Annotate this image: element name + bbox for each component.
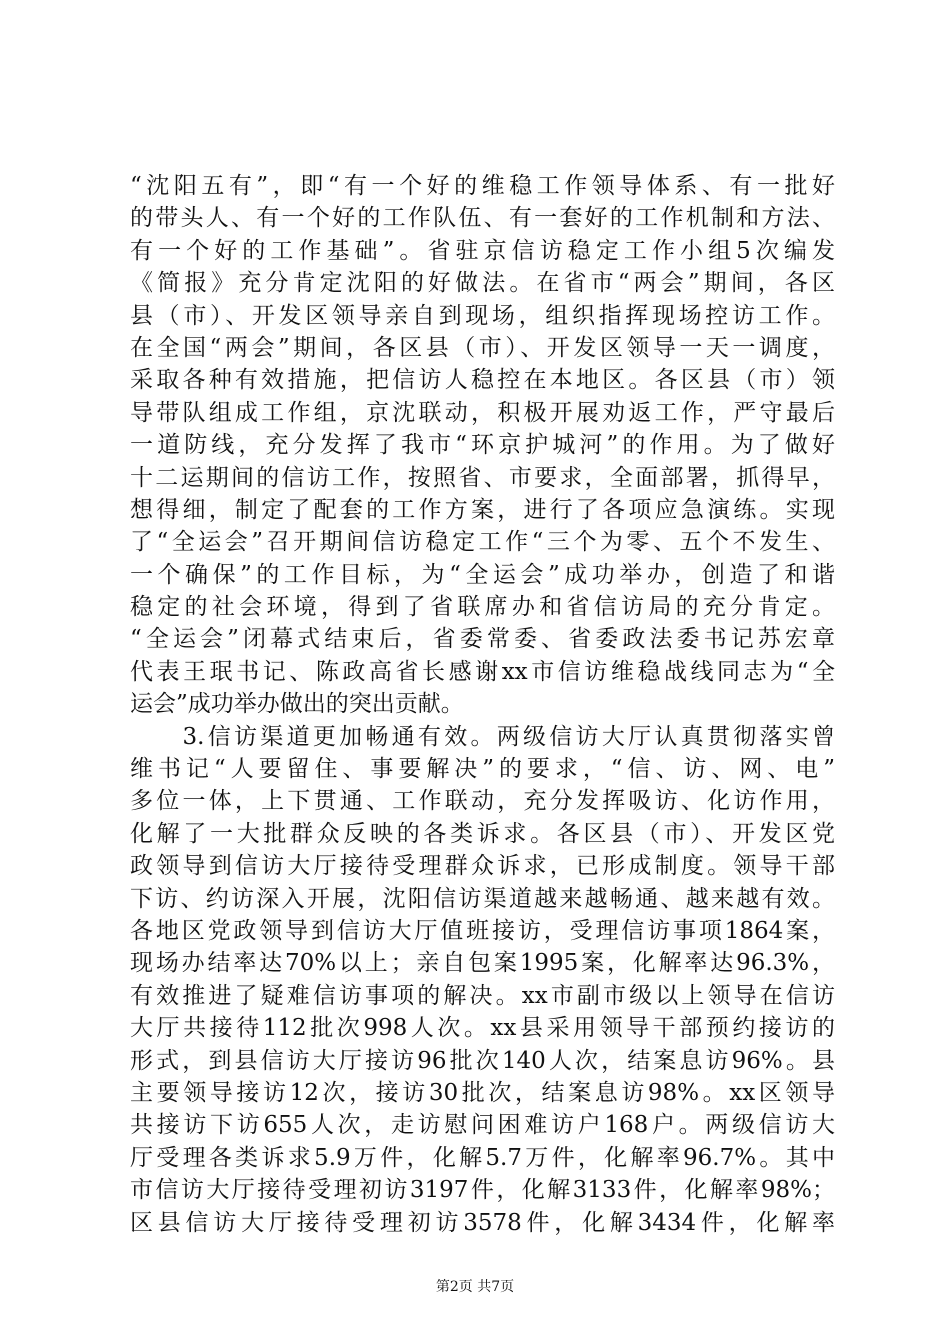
- page-number-footer: 第2页 共7页: [435, 1279, 515, 1295]
- text-line: 各地区党政领导到信访大厅值班接访，受理信访事项1864案，: [130, 917, 835, 944]
- text-line: 十二运期间的信访工作，按照省、市要求，全面部署，抓得早，: [130, 464, 835, 491]
- text-line: 有效推进了疑难信访事项的解决。xx市副市级以上领导在信访: [130, 982, 835, 1009]
- text-line: 一道防线，充分发挥了我市“环京护城河”的作用。为了做好: [130, 432, 835, 459]
- text-line: 想得细，制定了配套的工作方案，进行了各项应急演练。实现: [130, 496, 835, 523]
- text-line: 《简报》充分肯定沈阳的好做法。在省市“两会”期间，各区: [130, 270, 835, 297]
- text-line: 厅受理各类诉求5.9万件，化解5.7万件，化解率96.7%。其中: [130, 1144, 835, 1171]
- text-line: 县（市）、开发区领导亲自到现场，组织指挥现场控访工作。: [130, 302, 835, 329]
- text-line: 了“全运会”召开期间信访稳定工作“三个为零、五个不发生、: [130, 529, 835, 556]
- text-line: 一个确保”的工作目标，为“全运会”成功举办，创造了和谐: [130, 561, 835, 588]
- text-line: 市信访大厅接待受理初访3197件，化解3133件，化解率98%；: [130, 1177, 835, 1204]
- text-line: 化解了一大批群众反映的各类诉求。各区县（市）、开发区党: [130, 820, 835, 847]
- text-line: “沈阳五有”，即“有一个好的维稳工作领导体系、有一批好: [130, 173, 835, 199]
- text-line: 3.信访渠道更加畅通有效。两级信访大厅认真贯彻落实曾: [130, 723, 835, 750]
- text-line: 共接访下访655人次，走访慰问困难访户168户。两级信访大: [130, 1112, 835, 1139]
- text-line: 大厅共接待112批次998人次。xx县采用领导干部预约接访的: [130, 1015, 835, 1042]
- text-line: 在全国“两会”期间，各区县（市）、开发区领导一天一调度，: [130, 334, 835, 361]
- text-line: 主要领导接访12次，接访30批次，结案息访98%。xx区领导: [130, 1079, 835, 1106]
- text-line: 运会”成功举办做出的突出贡献。: [130, 691, 464, 718]
- text-line: 政领导到信访大厅接待受理群众诉求，已形成制度。领导干部: [130, 853, 835, 880]
- text-line: 的带头人、有一个好的工作队伍、有一套好的工作机制和方法、: [130, 205, 835, 232]
- text-line: 现场办结率达70%以上；亲自包案1995案，化解率达96.3%，: [130, 950, 835, 977]
- text-line: 采取各种有效措施，把信访人稳控在本地区。各区县（市）领: [130, 367, 835, 394]
- text-line: 稳定的社会环境，得到了省联席办和省信访局的充分肯定。: [130, 594, 835, 621]
- text-line: 有一个好的工作基础”。省驻京信访稳定工作小组5次编发: [130, 237, 835, 264]
- text-line: 导带队组成工作组，京沈联动，积极开展劝返工作，严守最后: [130, 399, 835, 426]
- text-line: 维书记“人要留住、事要解决”的要求，“信、访、网、电”: [130, 756, 835, 783]
- text-line: 区县信访大厅接待受理初访3578件，化解3434件，化解率: [130, 1209, 835, 1236]
- text-line: “全运会”闭幕式结束后，省委常委、省委政法委书记苏宏章: [130, 626, 835, 653]
- text-line: 下访、约访深入开展，沈阳信访渠道越来越畅通、越来越有效。: [130, 885, 835, 912]
- text-line: 多位一体，上下贯通、工作联动，充分发挥吸访、化访作用，: [130, 788, 835, 815]
- text-line: 代表王珉书记、陈政高省长感谢xx市信访维稳战线同志为“全: [130, 658, 835, 685]
- body-text: [130, 170, 835, 1239]
- text-line: 形式，到县信访大厅接访96批次140人次，结案息访96%。县: [130, 1047, 835, 1074]
